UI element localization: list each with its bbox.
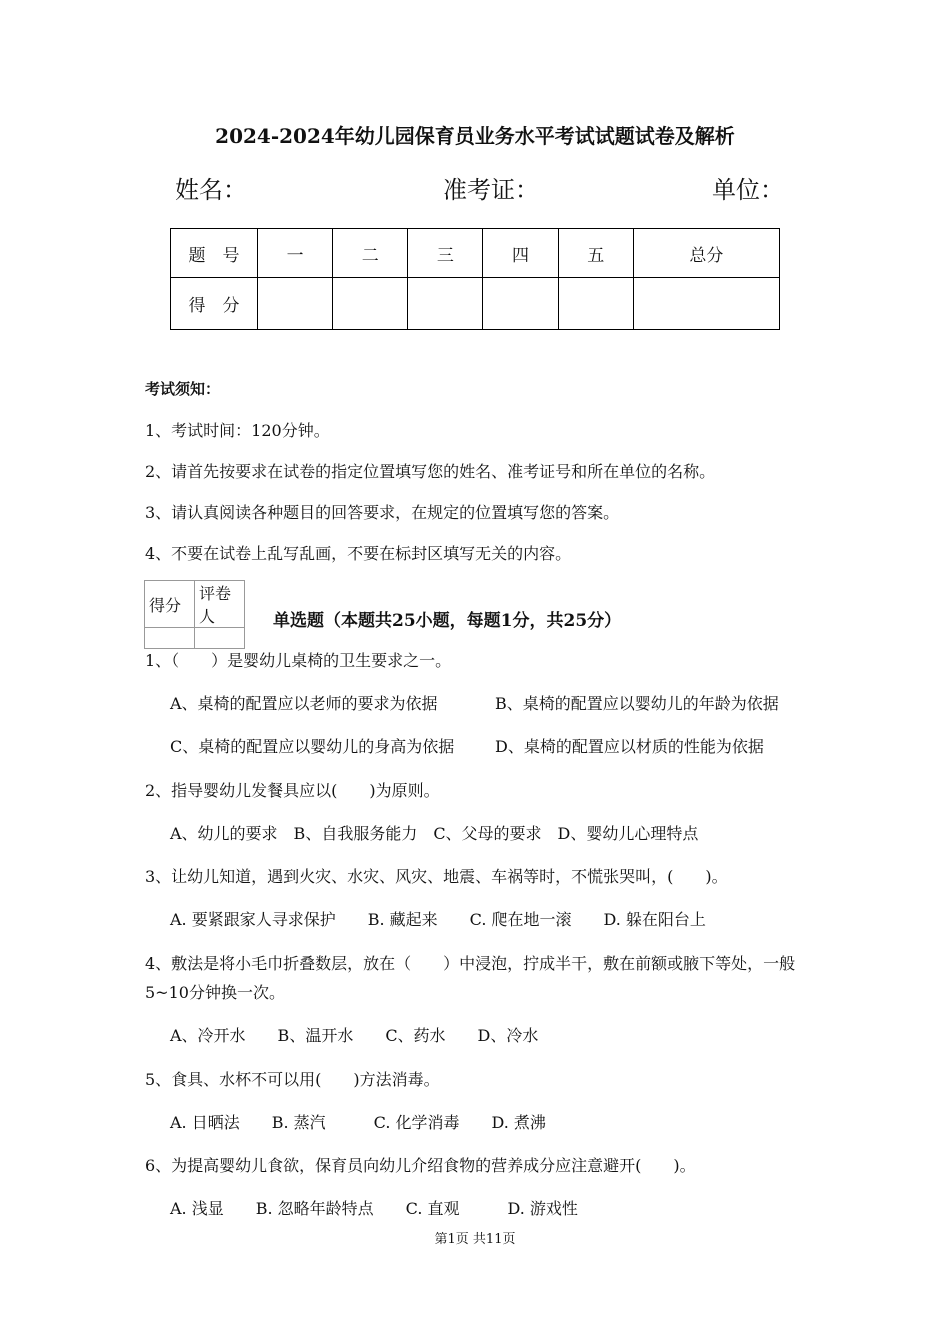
score-row-label: 得 分	[171, 278, 258, 330]
notes-heading: 考试须知：	[145, 380, 221, 398]
q4-options: A、冷开水 B、温开水 C、药水 D、冷水	[170, 1026, 539, 1045]
score-cell[interactable]	[633, 278, 779, 330]
q5-options: A. 日晒法 B. 蒸汽 C. 化学消毒 D. 煮沸	[170, 1113, 546, 1132]
question-3: 3、让幼儿知道，遇到火灾、水灾、风灾、地震、车祸等时，不慌张哭叫，( )。	[145, 867, 728, 886]
question-6: 6、为提高婴幼儿食欲，保育员向幼儿介绍食物的营养成分应注意避开( )。	[145, 1156, 696, 1175]
grader-reviewer-cell[interactable]	[195, 628, 245, 649]
section-title: 单选题（本题共25小题，每题1分，共25分）	[273, 611, 622, 631]
score-cell[interactable]	[408, 278, 483, 330]
score-cell[interactable]	[483, 278, 558, 330]
score-table-header-row	[171, 229, 780, 278]
score-cell[interactable]	[558, 278, 633, 330]
note-item: 4、不要在试卷上乱写乱画，不要在标封区填写无关的内容。	[145, 544, 572, 563]
q6-options: A. 浅显 B. 忽略年龄特点 C. 直观 D. 游戏性	[170, 1199, 578, 1218]
question-2: 2、指导婴幼儿发餐具应以( )为原则。	[145, 781, 440, 800]
q1-option-c: C、桌椅的配置应以婴幼儿的身高为依据	[170, 737, 455, 756]
q3-options: A. 要紧跟家人寻求保护 B. 藏起来 C. 爬在地一滚 D. 躲在阳台上	[170, 910, 706, 929]
grader-score-cell[interactable]	[145, 628, 195, 649]
question-5: 5、食具、水杯不可以用( )方法消毒。	[145, 1070, 440, 1089]
page-footer: 第1页 共11页	[434, 1232, 516, 1247]
q1-option-d: D、桌椅的配置应以材质的性能为依据	[495, 737, 764, 756]
note-item: 1、考试时间：120分钟。	[145, 421, 330, 440]
note-item: 3、请认真阅读各种题目的回答要求，在规定的位置填写您的答案。	[145, 503, 620, 522]
q1-option-a: A、桌椅的配置应以老师的要求为依据	[170, 694, 438, 713]
grader-box	[144, 580, 245, 649]
score-header-cell: 总分	[633, 229, 779, 278]
question-1: 1、（ ）是婴幼儿桌椅的卫生要求之一。	[145, 651, 452, 670]
score-header-cell: 二	[333, 229, 408, 278]
grader-reviewer-label: 评卷人	[195, 581, 245, 628]
exam-id-label: 准考证：	[443, 176, 539, 204]
question-4-cont: 5~10分钟换一次。	[145, 983, 285, 1002]
grader-score-label: 得分	[145, 581, 195, 628]
score-cell[interactable]	[333, 278, 408, 330]
score-header-cell: 五	[558, 229, 633, 278]
name-label: 姓名：	[175, 176, 247, 204]
score-header-cell: 三	[408, 229, 483, 278]
q2-options: A、幼儿的要求 B、自我服务能力 C、父母的要求 D、婴幼儿心理特点	[170, 824, 699, 843]
page-title: 2024-2024年幼儿园保育员业务水平考试试题试卷及解析	[215, 124, 735, 148]
score-header-cell: 四	[483, 229, 558, 278]
score-table	[170, 228, 780, 330]
score-header-cell: 题 号	[171, 229, 258, 278]
q1-option-b: B、桌椅的配置应以婴幼儿的年龄为依据	[495, 694, 779, 713]
score-header-cell: 一	[258, 229, 333, 278]
note-item: 2、请首先按要求在试卷的指定位置填写您的姓名、准考证号和所在单位的名称。	[145, 462, 716, 481]
score-table-score-row	[171, 278, 780, 330]
score-cell[interactable]	[258, 278, 333, 330]
question-4: 4、敷法是将小毛巾折叠数层，放在（ ）中浸泡，拧成半干，敷在前额或腋下等处，一般	[145, 954, 796, 973]
unit-label: 单位：	[712, 176, 784, 204]
